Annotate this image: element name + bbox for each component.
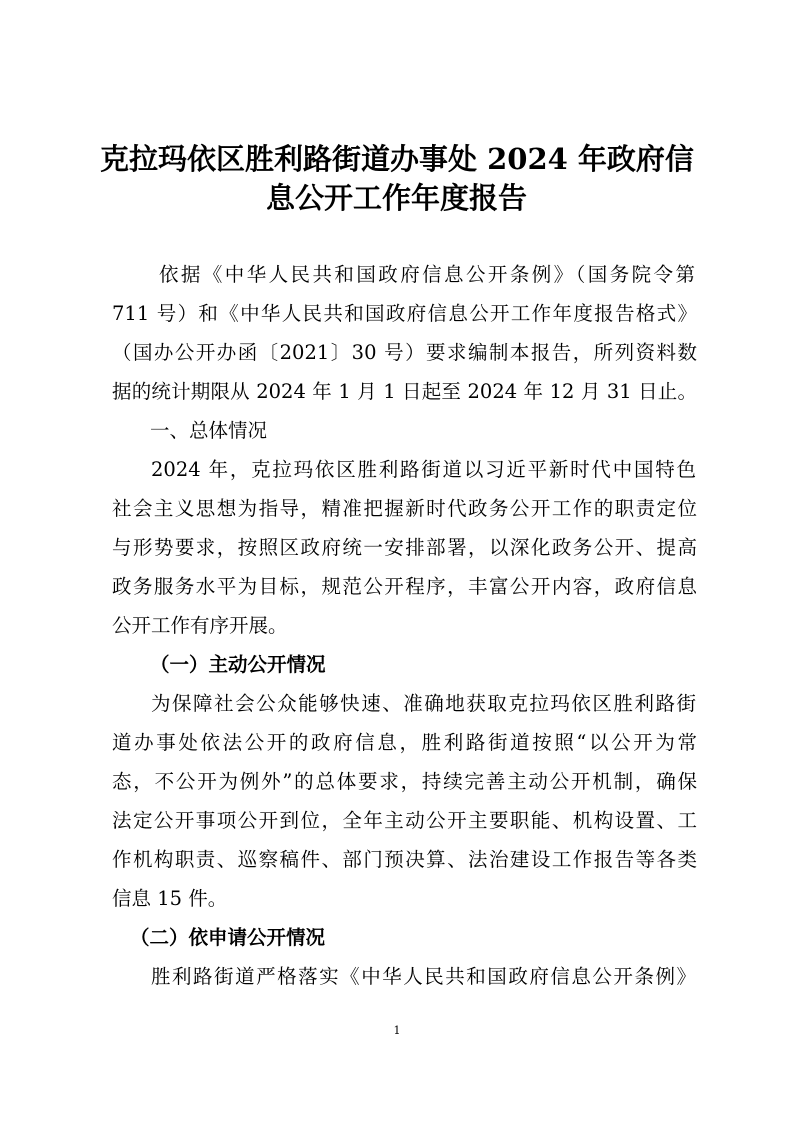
subsection-1-paragraph-line-6: 信息 15 件。 (112, 887, 228, 910)
document-title-line-2: 息公开工作年度报告 (265, 181, 527, 215)
subsection-1-paragraph-line-2: 道办事处依法公开的政府信息，胜利路街道按照“以公开为常 (112, 731, 697, 754)
subsection-heading-proactive-disclosure: （一）主动公开情况 (150, 653, 326, 676)
section-1-paragraph-line-1: 2024 年，克拉玛依区胜利路街道以习近平新时代中国特色 (151, 458, 696, 481)
section-1-paragraph-line-4: 政务服务水平为目标，规范公开程序，丰富公开内容，政府信息 (112, 575, 697, 598)
subsection-1-paragraph-line-3: 态，不公开为例外”的总体要求，持续完善主动公开机制，确保 (112, 770, 697, 793)
subsection-heading-request-disclosure: （二）依申请公开情况 (130, 926, 326, 949)
intro-line-1: 依据《中华人民共和国政府信息公开条例》（国务院令第 (159, 263, 695, 286)
page-number: 1 (393, 1024, 401, 1037)
intro-line-4: 据的统计期限从 2024 年 1 月 1 日起至 2024 年 12 月 31 日止。 (112, 380, 697, 403)
subsection-1-paragraph-line-4: 法定公开事项公开到位，全年主动公开主要职能、机构设置、工 (112, 809, 697, 832)
subsection-1-paragraph-line-1: 为保障社会公众能够快速、准确地获取克拉玛依区胜利路街 (151, 692, 696, 715)
document-title-line-1: 克拉玛依区胜利路街道办事处 2024 年政府信 (100, 142, 694, 176)
intro-line-2: 711 号）和《中华人民共和国政府信息公开工作年度报告格式》 (112, 302, 697, 325)
section-heading-overall: 一、总体情况 (150, 419, 268, 442)
subsection-1-paragraph-line-5: 作机构职责、巡察稿件、部门预决算、法治建设工作报告等各类 (112, 848, 697, 871)
section-1-paragraph-line-5: 公开工作有序开展。 (112, 614, 288, 637)
subsection-2-paragraph-line-1: 胜利路街道严格落实《中华人民共和国政府信息公开条例》 (151, 965, 696, 988)
section-1-paragraph-line-3: 与形势要求，按照区政府统一安排部署，以深化政务公开、提高 (112, 536, 697, 559)
intro-line-3: （国办公开办函〔2021〕30 号）要求编制本报告，所列资料数 (112, 341, 697, 364)
section-1-paragraph-line-2: 社会主义思想为指导，精准把握新时代政务公开工作的职责定位 (112, 497, 697, 520)
